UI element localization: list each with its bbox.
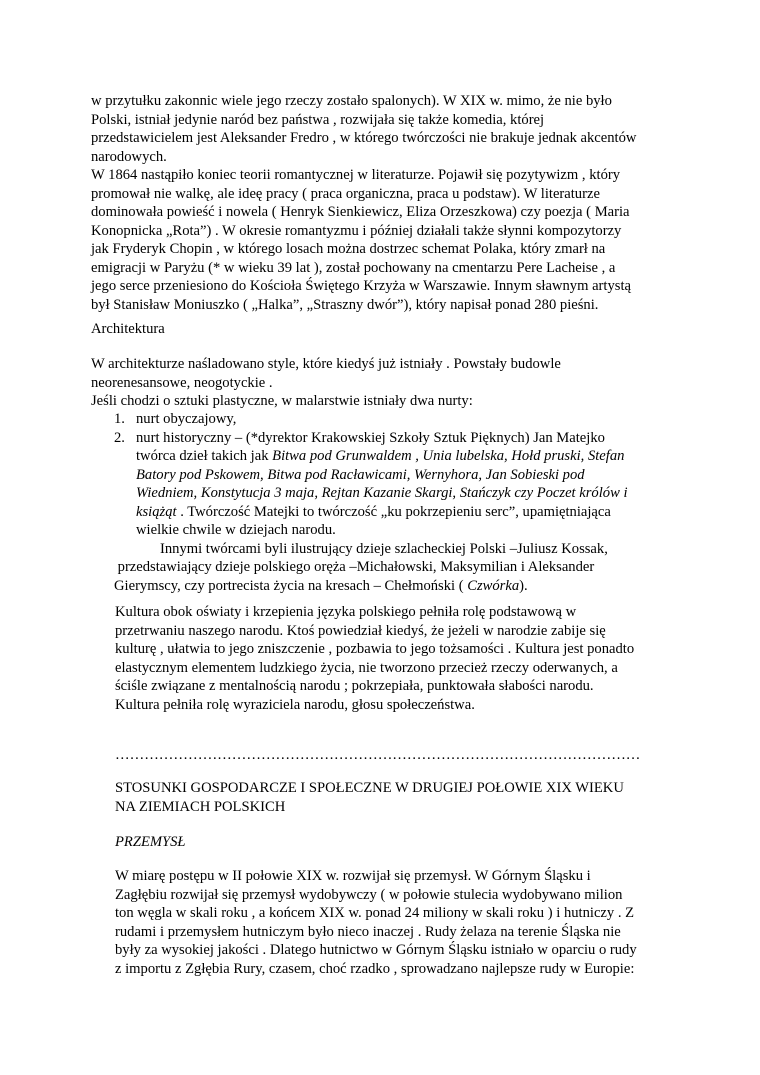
heading-architecture: Architektura [91, 321, 165, 337]
text-line: W architekturze naśladowano style, które kiedyś już istniały . Powstały budowle [91, 356, 561, 372]
list-item [91, 429, 691, 448]
text-line: Kultura pełniła rolę wyraziciela narodu, głosu społeczeństwa. [115, 696, 475, 713]
subheading-industry [115, 833, 675, 852]
text-line [91, 447, 691, 466]
text-line: kulturę , ułatwia to jego zniszczenie , pozbawia to jego tożsamości . Kultura jest ponadto [115, 641, 635, 657]
text-line [91, 577, 691, 596]
text-line [91, 484, 691, 503]
text-line: dominowała powieść i nowela ( Henryk Sienkiewicz, Eliza Orzeszkowa) czy poezja ( Maria [91, 204, 630, 220]
text-line: STOSUNKI GOSPODARCZE I SPOŁECZNE W DRUGIEJ POŁOWIE XIX WIEKU [115, 780, 624, 796]
text-line: W miarę postępu w II połowie XIX w. rozwijał się przemysł. W Górnym Śląsku i [115, 868, 591, 884]
text-line: Kultura obok oświaty i krzepienia języka polskiego pełniła rolę podstawową w [115, 604, 577, 620]
paragraph-architecture [91, 355, 691, 411]
list-number: 1. [114, 411, 125, 427]
text-span: ). [519, 577, 528, 594]
subheading-text: PRZEMYSŁ [115, 834, 186, 850]
text-line: elastycznym elementem ludzkiego życia, nie tworzono przecież rzeczy oderwanych, a [115, 659, 618, 676]
text-line: NA ZIEMIACH POLSKICH [115, 798, 286, 815]
list-item-text: nurt historyczny – (*dyrektor Krakowskiej Szkoły Sztuk Pięknych) Jan Matejko [136, 429, 605, 446]
painting-title: Czwórka [467, 577, 520, 594]
text-line: były za wysokiej jakości . Dlatego hutnictwo w Górnym Śląsku istniało w oparciu o rudy [115, 942, 637, 958]
text-line: Innymi twórcami byli ilustrujący dzieje szlacheckiej Polski –Juliusz Kossak, [160, 540, 608, 557]
text-line: ton węgla w skali roku , a końcem XIX w. ponad 24 miliony w skali roku ) i hutniczy . Z [115, 905, 635, 921]
text-line: jak Fryderyk Chopin , w którego losach można dostrzec schemat Polaka, który zmarł na [91, 241, 606, 257]
text-line: Jeśli chodzi o sztuki plastyczne, w malarstwie istniały dwa nurty: [91, 393, 473, 409]
list-item-text: nurt obyczajowy, [136, 411, 237, 427]
text-line: promował nie walkę, ale ideę pracy ( praca organiczna, praca u podstaw). W literaturze [91, 185, 600, 202]
text-line: z importu z Zgłębia Rury, czasem, choć rzadko , sprowadzano najlepsze rudy w Europie: [115, 960, 635, 977]
text-line: w przytułku zakonnic wiele jego rzeczy zostało spalonych). W XIX w. mimo, że nie było [91, 93, 612, 109]
painting-titles: Bitwa pod Grunwaldem , Unia lubelska, Hołd pruski, Stefan [272, 448, 625, 464]
text-line: przetrwaniu naszego narodu. Ktoś powiedział kiedyś, że jeżeli w narodzie zabije się [115, 622, 606, 639]
text-line: W 1864 nastąpiło koniec teorii romantycznej w literaturze. Pojawił się pozytywizm , który [91, 167, 621, 183]
text-span: twórca dzieł takich jak [136, 448, 273, 464]
dotted-separator: ……………………………………………………………………………………………… [115, 747, 641, 763]
painting-titles: Wiedniem, Konstytucja 3 maja, Rejtan Kazanie Skargi, Stańczyk czy Poczet królów i [136, 485, 628, 501]
painting-titles: Batory pod Pskowem, Bitwa pod Racławicami, Wernyhora, Jan Sobieski pod [136, 466, 585, 483]
section-title [115, 779, 675, 816]
text-line: jego serce przeniesiono do Kościoła Świętego Krzyża w Warszawie. Innym sławnym artystą [91, 278, 631, 294]
text-line: rudami i przemysłem hutniczym było nieco inaczej . Rudy żelaza na terenie Śląska nie [115, 923, 621, 940]
text-line: neorenesansowe, neogotyckie . [91, 374, 273, 391]
paragraph-comedy [91, 92, 691, 314]
list-item [91, 410, 691, 429]
text-line: Konopnicka „Rota”) . W okresie romantyzmu i później działali także słynni kompozytorzy [91, 222, 622, 239]
text-line: przedstawicielem jest Aleksander Fredro , w którego twórczości nie brakuje jednak akcentów [91, 130, 637, 146]
text-line: Zagłębiu rozwijał się przemysł wydobywczy ( w połowie stulecia wydobywano milion [115, 886, 623, 903]
list-number: 2. [114, 429, 125, 446]
paragraph-culture [115, 603, 675, 714]
paragraph-industry [115, 867, 675, 978]
text-line: Polski, istniał jedynie naród bez państwa , rozwijała się także komedia, której [91, 111, 545, 128]
text-line: emigracji w Paryżu (* w wieku 39 lat ), został pochowany na cmentarzu Pere Lacheise , a [91, 259, 616, 276]
text-line: przedstawiający dzieje polskiego oręża –Michałowski, Maksymilian i Aleksander [114, 559, 595, 575]
text-line: był Stanisław Moniuszko ( „Halka”, „Straszny dwór”), który napisał ponad 280 pieśni. [91, 296, 599, 313]
text-span: Gierymscy, czy portrecista życia na kresach – Chełmoński ( [114, 577, 468, 594]
text-line: ściśle związane z mentalnością narodu ; pokrzepiała, punktowała słabości narodu. [115, 678, 594, 694]
text-line: narodowych. [91, 148, 167, 165]
art-currents-list [91, 410, 691, 595]
text-line: wielkie chwile w dziejach narodu. [136, 522, 336, 538]
text-line [91, 503, 691, 522]
painting-titles: książąt [136, 503, 177, 520]
text-line [91, 466, 691, 485]
text-span: . Twórczość Matejki to twórczość „ku pokrzepieniu serc”, upamiętniająca [176, 503, 611, 520]
